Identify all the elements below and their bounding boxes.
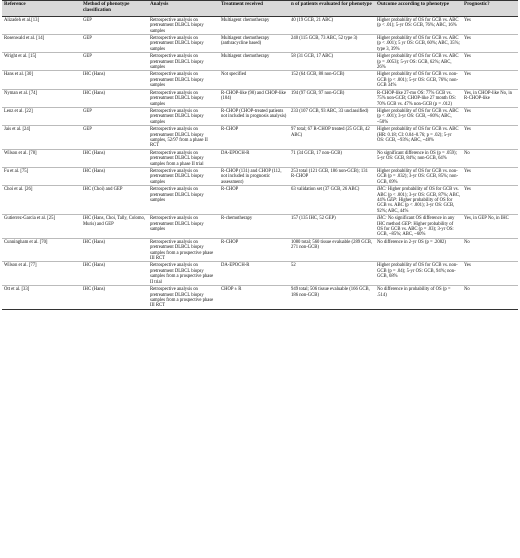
- cell-prognostic: Yes: [462, 35, 518, 53]
- cell-treatment: DA-EPOCH-R: [219, 149, 289, 167]
- cell-method: GEP: [81, 107, 148, 125]
- cell-n-patients: 63 validation set (37 GCB, 26 ABC): [289, 186, 375, 215]
- header-prognostic: Prognostic?: [462, 1, 518, 17]
- table-row: [2, 215, 518, 239]
- header-n-patients: n of patients evaluated for phenotype: [289, 1, 375, 17]
- cell-analysis: Retrospective analysis on pretreatment DLBCL biopsy samples: [148, 71, 219, 89]
- cell-n-patients: 253 total (121 GCB, 186 non-GCB); 131 R-CHOP: [289, 167, 375, 185]
- cell-n-patients: 58 (31 GCB, 17 ABC): [289, 53, 375, 71]
- cell-prognostic: Yes: [462, 186, 518, 215]
- cell-n-patients: 40 (19 GCB, 21 ABC): [289, 16, 375, 34]
- cell-prognostic: Yes: [462, 126, 518, 150]
- table-row: [2, 126, 518, 150]
- table-row: [2, 186, 518, 215]
- cell-n-patients: 233 (107 GCB, 93 ABC, 33 unclassified): [289, 107, 375, 125]
- cell-analysis: Retrospective analysis on pretreatment DLBCL biopsy samples, 52/97 from a phase II RCT: [148, 126, 219, 150]
- cell-prognostic: Yes: [462, 262, 518, 286]
- cell-outcome: [375, 238, 462, 262]
- cell-analysis: Retrospective analysis on pretreatment DLBCL biopsy samples: [148, 53, 219, 71]
- cell-reference: Hans et al. [30]: [2, 71, 81, 89]
- cell-reference: Alizadeh et al.[13]: [2, 16, 81, 34]
- header-analysis: Analysis: [148, 1, 219, 17]
- outcome-text: Higher probability of OS for GCB vs. ABC (p = .03); 3-yr OS: GCB, ~85%; ABC, ~60%: [377, 221, 454, 238]
- header-outcome: Outcome according to phenotype: [375, 1, 462, 17]
- cell-analysis: Retrospective analysis on pretreatment DLBCL biopsy samples: [148, 35, 219, 53]
- cell-n-patients: 52: [289, 262, 375, 286]
- outcome-text: No difference in probability of OS (p = .514): [377, 287, 451, 298]
- table-row: [2, 35, 518, 53]
- cell-reference: Ott et al. [33]: [2, 286, 81, 310]
- cell-analysis: Retrospective analysis on pretreatment DLBCL biopsy samples from a prospective phase III RCT: [148, 238, 219, 262]
- outcome-method-label: GEP:: [386, 198, 398, 203]
- outcome-method-label: IHC:: [377, 216, 387, 222]
- cell-n-patients: 152 (64 GCB, 88 non-GCB): [289, 71, 375, 89]
- cell-prognostic: No: [462, 149, 518, 167]
- cell-prognostic: Yes: [462, 71, 518, 89]
- cell-outcome: [375, 71, 462, 89]
- cell-method: IHC (Hans): [81, 89, 148, 107]
- cell-method: IHC (Hans, Choi, Tally, Colomo, Muris) and GEP: [81, 215, 148, 239]
- cell-reference: Wright et al. [15]: [2, 53, 81, 71]
- cell-n-patients: 194 (97 GCB, 97 non-GCB): [289, 89, 375, 107]
- outcome-text: Higher probability of OS for GCB vs. ABC (HR: 0.18; CI: 0.04–0.76; p = .02); 5-yr OS: GCB, ~93%; ABC, ~48%: [377, 127, 459, 143]
- cell-treatment: Multiagent chemotherapy: [219, 53, 289, 71]
- outcome-text: R-CHOP-like 27-mo OS: 77% GCB vs. 75% non-GCB; CHOP-like 27 month OS: 70% GCB vs. 47% non-GCB (p = .012): [377, 90, 457, 107]
- outcome-method-label: GEP:: [401, 221, 413, 227]
- outcome-text: Higher probability of OS for GCB vs. ABC (p < .001); 3-yr OS: GCB, ~80%; ABC, ~50%: [377, 108, 459, 125]
- cell-method: GEP: [81, 53, 148, 71]
- cell-analysis: Retrospective analysis on pretreatment DLBCL biopsy samples: [148, 89, 219, 107]
- table-row: [2, 107, 518, 125]
- cell-method: IHC (Hans): [81, 262, 148, 286]
- cell-prognostic: Yes, in GEP No, in IHC: [462, 215, 518, 239]
- cell-reference: Fu et al. [75]: [2, 167, 81, 185]
- cell-prognostic: Yes: [462, 107, 518, 125]
- table-row: [2, 16, 518, 34]
- cell-analysis: Retrospective analysis on pretreatment DLBCL biopsy samples from a prospective phase III RCT: [148, 286, 219, 310]
- cell-analysis: Retrospective analysis on pretreatment DLBCL biopsy samples: [148, 186, 219, 215]
- cell-n-patients: 949 total; 506 tissue evaluable (166 GCB, 186 non-GCB): [289, 286, 375, 310]
- cell-reference: Lenz et al. [22]: [2, 107, 81, 125]
- cell-prognostic: Yes: [462, 16, 518, 34]
- table-row: [2, 89, 518, 107]
- cell-outcome: [375, 149, 462, 167]
- cell-prognostic: Yes: [462, 53, 518, 71]
- table-header: [2, 1, 518, 17]
- cell-method: IHC (Hans): [81, 286, 148, 310]
- cell-reference: Wilson et al. [77]: [2, 262, 81, 286]
- outcome-text: Higher probability of OS for GCB vs. non-GCB (p < .001); 5-yr OS: GCB, 76%; non-GCB 34%: [377, 72, 459, 89]
- header-treatment: Treatment received: [219, 1, 289, 17]
- cell-treatment: DA-EPOCH-R: [219, 262, 289, 286]
- cell-reference: Gutierrez-Garcia et al. [25]: [2, 215, 81, 239]
- cell-treatment: Not specified: [219, 71, 289, 89]
- table-row: [2, 238, 518, 262]
- cell-prognostic: Yes: [462, 167, 518, 185]
- cell-method: IHC (Choi) and GEP: [81, 186, 148, 215]
- cell-n-patients: 157 (135 IHC, 52 GEP): [289, 215, 375, 239]
- cell-treatment: R-CHOP: [219, 126, 289, 150]
- cell-outcome: [375, 89, 462, 107]
- cell-treatment: Multiagent chemotherapy: [219, 16, 289, 34]
- cell-n-patients: 240 (115 GCB, 73 ABC, 52 type 3): [289, 35, 375, 53]
- cell-n-patients: 97 total; 67 R-CHOP treated (25 GCB, 42 ABC): [289, 126, 375, 150]
- cell-outcome: [375, 35, 462, 53]
- cell-prognostic: No: [462, 238, 518, 262]
- cell-reference: Cunningham et al. [70]: [2, 238, 81, 262]
- cell-treatment: R-chemotherapy: [219, 215, 289, 239]
- outcome-text: Higher probability of OS for GCB vs. ABC (p < .001); 3-yr OS: GCB, 87%; ABC, 44%: [377, 187, 460, 203]
- cell-analysis: Retrospective analysis on pretreatment DLBCL biopsy samples: [148, 215, 219, 239]
- cell-outcome: [375, 186, 462, 215]
- table-row: [2, 149, 518, 167]
- cell-analysis: Retrospective analysis on pretreatment DLBCL biopsy samples: [148, 107, 219, 125]
- cell-method: IHC (Hans): [81, 238, 148, 262]
- cell-n-patients: 1080 total; 560 tissue evaluable (289 GCB, 271 non-GCB): [289, 238, 375, 262]
- header-method: Method of phenotype classification: [81, 1, 148, 17]
- cell-outcome: [375, 16, 462, 34]
- cell-method: GEP: [81, 16, 148, 34]
- cell-outcome: [375, 53, 462, 71]
- outcome-text: Higher probability of OS for GCB vs. ABC (p < .001); 3-yr OS: GCB, 92%; ABC, 44%: [377, 198, 455, 214]
- table-row: [2, 262, 518, 286]
- outcome-text: Higher probability of OS for GCB vs. ABC (p < .001); 5 yr OS: GCB, 60%; ABC, 35%; type 3, 39%: [377, 36, 460, 52]
- outcome-text: No significant OS difference in any IHC method: [377, 216, 455, 227]
- cell-analysis: Retrospective analysis on pretreatment DLBCL biopsy samples from a prospective phase II trial: [148, 262, 219, 286]
- cell-method: IHC (Hans): [81, 167, 148, 185]
- table-body: [2, 16, 518, 309]
- header-reference: Reference: [2, 1, 81, 17]
- outcome-method-label: IHC:: [377, 187, 387, 193]
- outcome-text: Higher probability of OS for GCB vs. ABC (p = .0053); 5-yr OS: GCB, 62%; ABC, 26%: [377, 54, 459, 71]
- cell-prognostic: No: [462, 286, 518, 310]
- cell-method: IHC (Hans): [81, 149, 148, 167]
- cell-treatment: R-CHOP-like (90) and CHOP-like (104): [219, 89, 289, 107]
- outcome-text: Higher probability of OS for GCB vs. non-GCB (p = .032); 3-yr OS: GCB, 85%; non-GCB, 69%: [377, 168, 459, 185]
- cell-treatment: R-CHOP (131) and CHOP (112, not included in prognostic assessment): [219, 167, 289, 185]
- cell-outcome: [375, 167, 462, 185]
- cell-treatment: CHOP ± R: [219, 286, 289, 310]
- cell-method: IHC (Hans): [81, 71, 148, 89]
- table-row: [2, 167, 518, 185]
- cell-treatment: Multiagent chemotherapy (anthracycline based): [219, 35, 289, 53]
- cell-treatment: R-CHOP: [219, 186, 289, 215]
- cell-reference: Jais et al. [24]: [2, 126, 81, 150]
- cell-analysis: Retrospective analysis on pretreatment DLBCL biopsy samples: [148, 167, 219, 185]
- cell-treatment: R-CHOP (CHOP-treated patients not included in prognosis analysis): [219, 107, 289, 125]
- cell-reference: Wilson et al. [78]: [2, 149, 81, 167]
- cell-reference: Choi et al. [26]: [2, 186, 81, 215]
- cell-reference: Rosenwald et al. [14]: [2, 35, 81, 53]
- cell-outcome: [375, 107, 462, 125]
- cell-n-patients: 71 (34 GCB, 17 non-GCB): [289, 149, 375, 167]
- outcome-text: Higher probability of OS for GCB vs. non-GCB (p = .04); 5-yr OS: GCB, 94%; non-GCB, 68%: [377, 263, 458, 280]
- outcome-text: No difference in 2-yr OS (p = .2082): [377, 239, 446, 245]
- outcome-text: Higher probability of OS for GCB vs. ABC (p < .01); 5-yr OS: GCB, 76%; ABC, 16%: [377, 17, 459, 29]
- table-row: [2, 53, 518, 71]
- table-row: [2, 286, 518, 310]
- outcome-text: No significant difference in OS (p = .059); 5-yr OS: GCB, 84%; non-GCB, 64%: [377, 150, 457, 162]
- cell-prognostic: Yes, in CHOP-like No, in R-CHOP-like: [462, 89, 518, 107]
- cell-outcome: [375, 126, 462, 150]
- cell-reference: Nyman et al. [74]: [2, 89, 81, 107]
- phenotype-prognosis-table: [2, 0, 518, 310]
- cell-outcome: [375, 215, 462, 239]
- cell-method: GEP: [81, 35, 148, 53]
- cell-treatment: R-CHOP: [219, 238, 289, 262]
- cell-method: GEP: [81, 126, 148, 150]
- cell-analysis: Retrospective analysis on pretreatment DLBCL biopsy samples: [148, 16, 219, 34]
- table-row: [2, 71, 518, 89]
- cell-outcome: [375, 262, 462, 286]
- cell-outcome: [375, 286, 462, 310]
- cell-analysis: Retrospective analysis on pretreatment DLBCL biopsy samples from a phase II trial: [148, 149, 219, 167]
